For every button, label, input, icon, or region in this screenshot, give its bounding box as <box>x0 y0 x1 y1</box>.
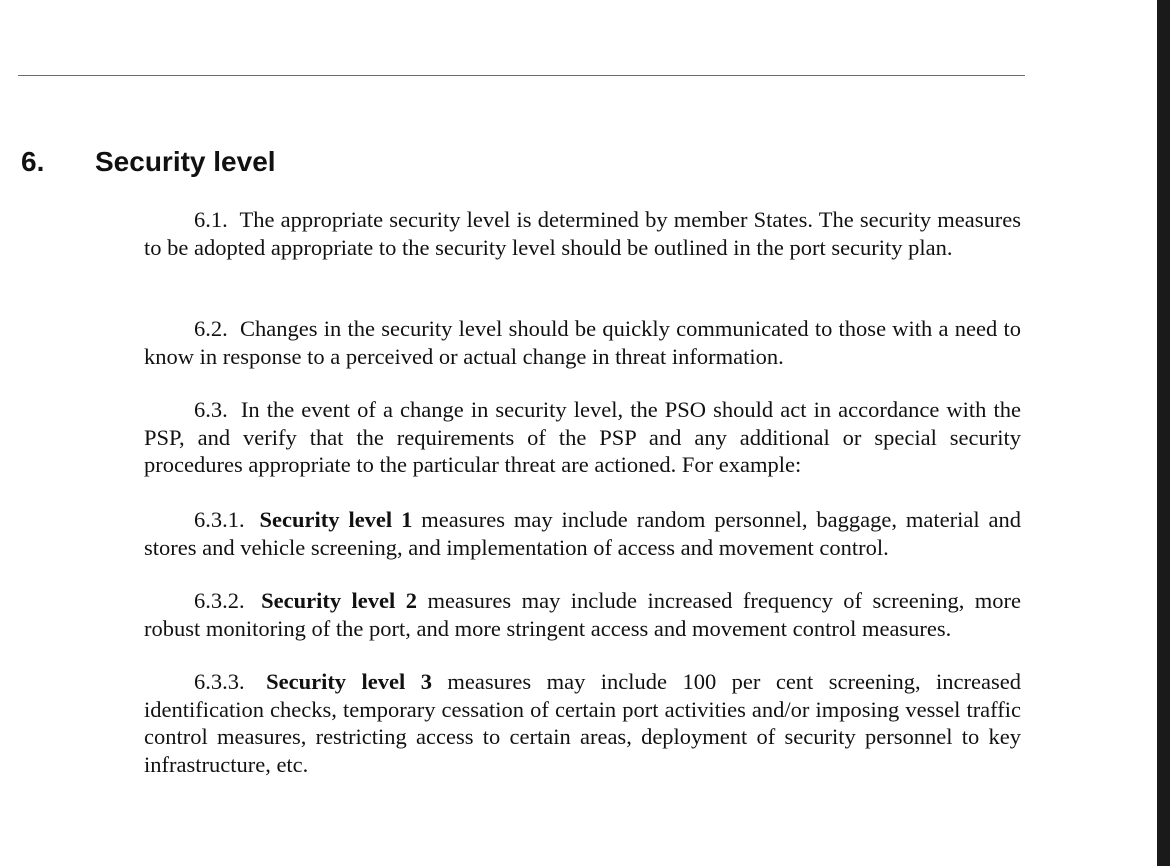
paragraph-text: measures may include random personnel, baggage, material and stores and vehicle screening, and implementation of access and movement control. <box>144 507 1021 560</box>
header-divider <box>18 75 1025 76</box>
section-title: Security level <box>95 146 276 177</box>
paragraph-6-3-3 <box>144 668 1021 778</box>
section-number: 6. <box>21 146 45 177</box>
security-level-label: Security level 1 <box>259 507 413 532</box>
paragraph-6-2 <box>144 315 1021 370</box>
section-heading <box>21 144 276 180</box>
paragraph-number: 6.3.2. <box>194 588 245 613</box>
paragraph-6-3 <box>144 396 1021 479</box>
paragraph-6-1 <box>144 206 1021 261</box>
paragraph-number: 6.2. <box>194 316 228 341</box>
paragraph-6-3-2 <box>144 587 1021 642</box>
security-level-label: Security level 3 <box>266 669 432 694</box>
viewer-edge-bar <box>1157 0 1170 866</box>
paragraph-text: measures may include 100 per cent screening, increased identification checks, temporary cessation of certain port activities and/or imposing vessel traffic control measures, restricting access to certain areas, deployment of security personnel to key infrastructure, etc. <box>144 669 1021 777</box>
paragraph-number: 6.3.3. <box>194 669 245 694</box>
paragraph-number: 6.1. <box>194 207 228 232</box>
security-level-label: Security level 2 <box>261 588 417 613</box>
paragraph-6-3-1 <box>144 506 1021 561</box>
paragraph-text: In the event of a change in security level, the PSO should act in accordance with the PSP, and verify that the requirements of the PSP and any additional or special security procedures appropriate to the particular threat are actioned. For example: <box>144 397 1022 477</box>
paragraph-number: 6.3. <box>194 397 228 422</box>
paragraph-number: 6.3.1. <box>194 507 245 532</box>
paragraph-text: Changes in the security level should be quickly communicated to those with a need to know in response to a perceived or actual change in threat information. <box>144 316 1021 369</box>
paragraph-text: measures may include increased frequency of screening, more robust monitoring of the port, and more stringent access and movement control measures. <box>144 588 1022 641</box>
paragraph-text: The appropriate security level is determined by member States. The security measures to be adopted appropriate to the security level should be outlined in the port security plan. <box>144 207 1021 260</box>
